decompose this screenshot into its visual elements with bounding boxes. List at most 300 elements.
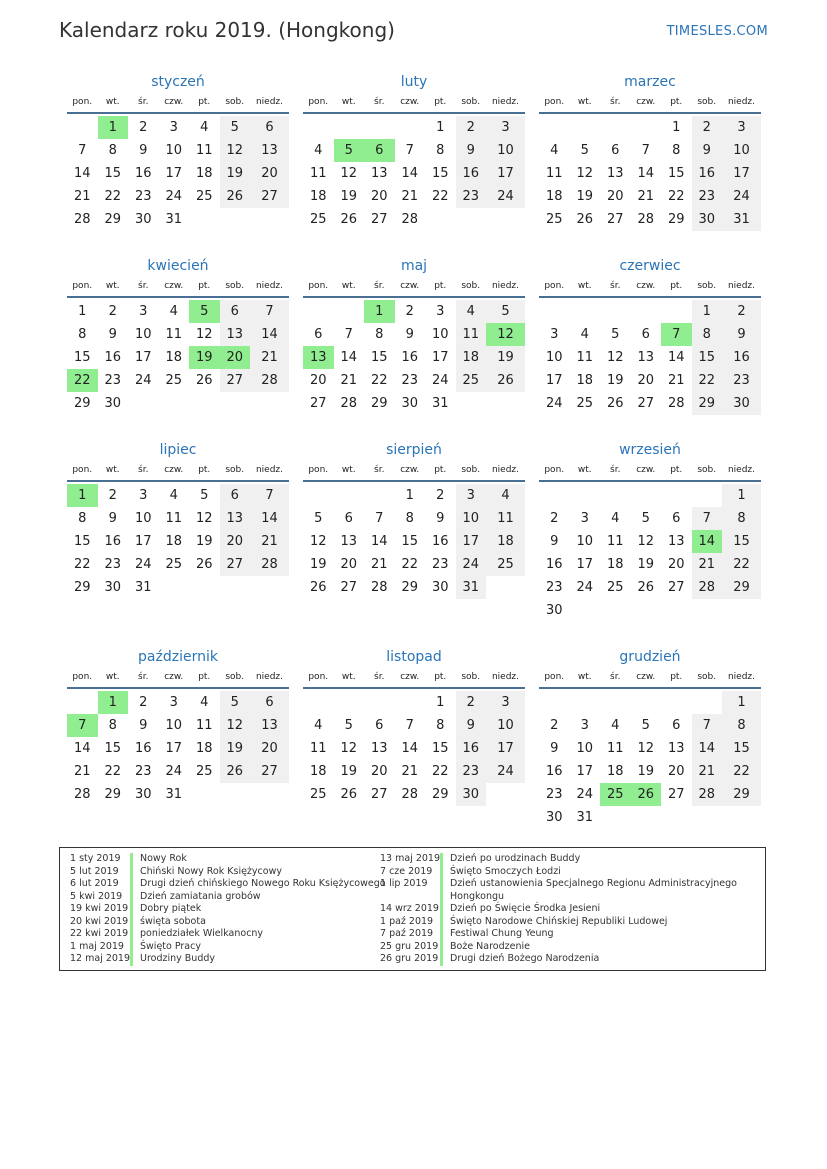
day-cell: 17 xyxy=(165,166,183,181)
legend-holiday-name: poniedziałek Wielkanocny xyxy=(140,928,264,939)
day-cell: 10 xyxy=(165,143,183,158)
holiday-day-cell: 20 xyxy=(220,346,251,369)
holiday-day-cell: 6 xyxy=(364,139,395,162)
weekday-label: niedz. xyxy=(727,672,756,682)
month-block xyxy=(539,72,761,231)
weekday-label: niedz. xyxy=(491,97,520,107)
month-block xyxy=(67,72,289,231)
day-cell: 14 xyxy=(401,741,419,756)
day-cell: 20 xyxy=(340,557,358,572)
empty-cell xyxy=(570,484,601,507)
holiday-color-marker xyxy=(440,941,443,954)
day-cell: 28 xyxy=(73,787,91,802)
day-cell: 15 xyxy=(431,741,449,756)
day-cell: 18 xyxy=(309,764,327,779)
day-cell: 10 xyxy=(576,741,594,756)
month-name: styczeń xyxy=(151,74,205,90)
day-cell: 6 xyxy=(641,327,650,342)
weekday-label: pt. xyxy=(434,465,447,475)
day-cell: 8 xyxy=(108,718,117,733)
empty-cell xyxy=(303,300,334,323)
day-cell: 4 xyxy=(200,695,209,710)
day-cell: 22 xyxy=(722,760,761,783)
day-cell: 10 xyxy=(134,511,152,526)
day-cell: 23 xyxy=(134,764,152,779)
day-cell: 29 xyxy=(73,396,91,411)
empty-cell xyxy=(303,116,334,139)
weekday-label: czw. xyxy=(636,672,656,682)
day-cell: 2 xyxy=(436,488,445,503)
day-cell: 30 xyxy=(104,580,122,595)
day-cell: 17 xyxy=(722,162,761,185)
day-cell: 9 xyxy=(456,714,487,737)
day-cell: 26 xyxy=(340,787,358,802)
day-cell: 6 xyxy=(672,718,681,733)
day-cell: 23 xyxy=(456,185,487,208)
weekday-label: śr. xyxy=(610,672,621,682)
day-cell: 15 xyxy=(722,530,761,553)
day-grid xyxy=(303,484,525,599)
day-cell: 16 xyxy=(134,166,152,181)
day-cell: 25 xyxy=(606,580,624,595)
day-cell: 29 xyxy=(401,580,419,595)
day-cell: 17 xyxy=(576,764,594,779)
day-cell: 16 xyxy=(456,737,487,760)
day-cell: 5 xyxy=(344,718,353,733)
day-cell: 1 xyxy=(405,488,414,503)
empty-cell xyxy=(570,691,601,714)
day-cell: 26 xyxy=(195,557,213,572)
holiday-color-marker xyxy=(440,928,443,941)
day-cell: 13 xyxy=(250,139,289,162)
legend-row xyxy=(380,878,750,903)
day-cell: 1 xyxy=(722,484,761,507)
day-cell: 17 xyxy=(545,373,563,388)
day-cell: 11 xyxy=(165,327,183,342)
day-cell: 11 xyxy=(165,511,183,526)
day-cell: 24 xyxy=(456,553,487,576)
day-cell: 28 xyxy=(401,212,419,227)
day-cell: 14 xyxy=(73,741,91,756)
day-cell: 22 xyxy=(370,373,388,388)
day-cell: 29 xyxy=(104,212,122,227)
day-cell: 10 xyxy=(456,507,487,530)
day-cell: 8 xyxy=(722,714,761,737)
legend-holiday-name: Dzień po Święcie Środka Jesieni xyxy=(450,903,601,914)
day-cell: 30 xyxy=(545,810,563,825)
day-cell: 17 xyxy=(134,534,152,549)
day-cell: 28 xyxy=(692,576,723,599)
day-cell: 15 xyxy=(667,166,685,181)
day-cell: 24 xyxy=(134,557,152,572)
empty-cell xyxy=(303,691,334,714)
day-cell: 29 xyxy=(370,396,388,411)
brand-link[interactable]: TIMESLES.COM xyxy=(666,24,768,39)
day-cell: 27 xyxy=(606,212,624,227)
day-cell: 6 xyxy=(314,327,323,342)
day-cell: 23 xyxy=(104,373,122,388)
day-cell: 2 xyxy=(550,718,559,733)
weekday-header xyxy=(303,669,525,689)
month-block xyxy=(539,647,761,829)
day-cell: 13 xyxy=(370,166,388,181)
weekday-label: śr. xyxy=(374,672,385,682)
weekday-label: czw. xyxy=(164,97,184,107)
weekday-label: wt. xyxy=(341,672,356,682)
weekday-label: śr. xyxy=(138,672,149,682)
holiday-color-marker xyxy=(440,903,443,916)
weekday-label: pon. xyxy=(72,97,93,107)
weekday-label: sob. xyxy=(461,281,481,291)
weekday-label: śr. xyxy=(374,281,385,291)
day-cell: 12 xyxy=(637,534,655,549)
day-cell: 18 xyxy=(165,534,183,549)
weekday-label: niedz. xyxy=(255,672,284,682)
day-cell: 26 xyxy=(486,369,525,392)
legend-date: 1 maj 2019 xyxy=(70,940,124,952)
day-cell: 18 xyxy=(606,764,624,779)
month-name: listopad xyxy=(386,649,442,665)
weekday-label: pt. xyxy=(434,672,447,682)
month-name: sierpień xyxy=(386,442,442,458)
legend-holiday-name: Drugi dzień Bożego Narodzenia xyxy=(450,953,600,964)
day-cell: 4 xyxy=(314,143,323,158)
weekday-label: niedz. xyxy=(255,465,284,475)
day-cell: 13 xyxy=(250,714,289,737)
month-name: marzec xyxy=(624,74,676,90)
day-cell: 18 xyxy=(486,530,525,553)
empty-cell xyxy=(539,116,570,139)
day-cell: 24 xyxy=(576,580,594,595)
day-cell: 3 xyxy=(486,116,525,139)
day-cell: 12 xyxy=(637,741,655,756)
weekday-label: pt. xyxy=(670,465,683,475)
day-cell: 3 xyxy=(486,691,525,714)
legend-date: 25 gru 2019 xyxy=(380,940,439,952)
day-cell: 9 xyxy=(405,327,414,342)
weekday-header xyxy=(303,278,525,298)
day-cell: 31 xyxy=(431,396,449,411)
day-cell: 8 xyxy=(692,323,723,346)
day-cell: 30 xyxy=(692,208,723,231)
legend-row xyxy=(380,916,750,929)
day-cell: 9 xyxy=(139,718,148,733)
holiday-day-cell: 26 xyxy=(631,783,662,806)
empty-cell xyxy=(303,484,334,507)
legend-holiday-name: Święto Narodowe Chińskiej Republiki Ludowej xyxy=(450,915,668,927)
day-cell: 16 xyxy=(545,557,563,572)
day-cell: 18 xyxy=(456,346,487,369)
holiday-day-cell: 1 xyxy=(98,691,129,714)
month-name: wrzesień xyxy=(619,442,681,458)
day-cell: 22 xyxy=(722,553,761,576)
weekday-header xyxy=(67,94,289,114)
empty-cell xyxy=(570,300,601,323)
day-cell: 8 xyxy=(436,143,445,158)
day-cell: 9 xyxy=(550,741,559,756)
weekday-label: niedz. xyxy=(491,281,520,291)
day-cell: 8 xyxy=(672,143,681,158)
day-cell: 3 xyxy=(169,120,178,135)
day-cell: 28 xyxy=(340,396,358,411)
day-cell: 7 xyxy=(250,484,289,507)
legend-date: 12 maj 2019 xyxy=(70,953,131,964)
day-cell: 24 xyxy=(134,373,152,388)
day-cell: 3 xyxy=(580,718,589,733)
day-cell: 27 xyxy=(220,553,251,576)
day-cell: 8 xyxy=(78,511,87,526)
day-cell: 6 xyxy=(250,691,289,714)
day-cell: 5 xyxy=(220,691,251,714)
day-grid xyxy=(67,116,289,231)
day-cell: 1 xyxy=(436,695,445,710)
day-cell: 5 xyxy=(314,511,323,526)
day-cell: 25 xyxy=(195,764,213,779)
weekday-label: pt. xyxy=(434,281,447,291)
day-cell: 29 xyxy=(722,576,761,599)
holiday-color-marker xyxy=(130,928,133,941)
weekday-label: wt. xyxy=(577,97,592,107)
empty-cell xyxy=(539,691,570,714)
day-cell: 7 xyxy=(641,143,650,158)
day-cell: 21 xyxy=(692,553,723,576)
day-cell: 24 xyxy=(165,189,183,204)
holiday-color-marker xyxy=(440,916,443,929)
day-cell: 2 xyxy=(550,511,559,526)
day-cell: 18 xyxy=(195,741,213,756)
day-cell: 13 xyxy=(340,534,358,549)
day-cell: 25 xyxy=(545,212,563,227)
weekday-label: czw. xyxy=(400,281,420,291)
day-cell: 4 xyxy=(200,120,209,135)
day-cell: 23 xyxy=(456,760,487,783)
day-cell: 21 xyxy=(370,557,388,572)
weekday-label: pt. xyxy=(434,97,447,107)
day-cell: 27 xyxy=(370,212,388,227)
day-cell: 24 xyxy=(722,185,761,208)
empty-cell xyxy=(570,116,601,139)
day-cell: 17 xyxy=(134,350,152,365)
day-cell: 8 xyxy=(405,511,414,526)
day-cell: 5 xyxy=(486,300,525,323)
day-cell: 19 xyxy=(220,737,251,760)
weekday-label: czw. xyxy=(636,281,656,291)
day-grid xyxy=(539,691,761,829)
day-cell: 31 xyxy=(134,580,152,595)
day-cell: 10 xyxy=(165,718,183,733)
day-cell: 28 xyxy=(401,787,419,802)
day-cell: 22 xyxy=(431,189,449,204)
legend-date: 7 paź 2019 xyxy=(380,928,434,939)
empty-cell xyxy=(395,691,426,714)
holiday-color-marker xyxy=(130,878,133,891)
legend-date: 13 maj 2019 xyxy=(380,853,441,864)
day-cell: 6 xyxy=(220,300,251,323)
day-cell: 2 xyxy=(692,116,723,139)
day-grid xyxy=(303,300,525,415)
day-cell: 12 xyxy=(220,139,251,162)
legend-holiday-name: Dobry piątek xyxy=(140,903,202,914)
day-cell: 14 xyxy=(250,507,289,530)
day-cell: 20 xyxy=(370,189,388,204)
weekday-label: sob. xyxy=(697,672,717,682)
day-cell: 15 xyxy=(104,166,122,181)
day-cell: 20 xyxy=(250,737,289,760)
weekday-label: czw. xyxy=(164,465,184,475)
day-cell: 8 xyxy=(436,718,445,733)
page-title: Kalendarz roku 2019. (Hongkong) xyxy=(59,18,395,42)
day-cell: 12 xyxy=(576,166,594,181)
weekday-label: śr. xyxy=(610,97,621,107)
legend-row xyxy=(380,903,750,916)
day-cell: 13 xyxy=(220,323,251,346)
weekday-label: sob. xyxy=(697,465,717,475)
holiday-color-marker xyxy=(440,953,443,966)
legend-row xyxy=(380,853,750,866)
day-cell: 12 xyxy=(340,741,358,756)
weekday-label: pon. xyxy=(72,281,93,291)
legend-row xyxy=(70,916,386,929)
weekday-label: niedz. xyxy=(727,97,756,107)
day-cell: 25 xyxy=(456,369,487,392)
day-cell: 27 xyxy=(637,396,655,411)
empty-cell xyxy=(364,116,395,139)
day-cell: 4 xyxy=(486,484,525,507)
day-cell: 2 xyxy=(108,488,117,503)
day-cell: 9 xyxy=(108,327,117,342)
day-cell: 21 xyxy=(340,373,358,388)
weekday-label: czw. xyxy=(400,672,420,682)
day-cell: 20 xyxy=(309,373,327,388)
day-grid xyxy=(303,116,525,231)
month-block xyxy=(539,440,761,622)
day-cell: 14 xyxy=(370,534,388,549)
day-cell: 13 xyxy=(637,350,655,365)
day-cell: 2 xyxy=(108,304,117,319)
empty-cell xyxy=(395,116,426,139)
holiday-day-cell: 7 xyxy=(661,323,692,346)
day-cell: 31 xyxy=(576,810,594,825)
day-cell: 10 xyxy=(486,714,525,737)
day-cell: 4 xyxy=(611,511,620,526)
day-cell: 20 xyxy=(637,373,655,388)
weekday-label: śr. xyxy=(374,465,385,475)
weekday-label: pon. xyxy=(72,465,93,475)
day-cell: 14 xyxy=(401,166,419,181)
empty-cell xyxy=(661,691,692,714)
day-cell: 2 xyxy=(456,691,487,714)
day-cell: 26 xyxy=(576,212,594,227)
day-cell: 3 xyxy=(436,304,445,319)
weekday-label: pt. xyxy=(198,97,211,107)
day-cell: 20 xyxy=(370,764,388,779)
empty-cell xyxy=(334,116,365,139)
month-block xyxy=(67,256,289,415)
day-cell: 10 xyxy=(431,327,449,342)
day-cell: 9 xyxy=(139,143,148,158)
empty-cell xyxy=(67,116,98,139)
empty-cell xyxy=(539,484,570,507)
legend-date: 1 sty 2019 xyxy=(70,853,121,864)
legend-holiday-name: Boże Narodzenie xyxy=(450,940,530,952)
empty-cell xyxy=(631,484,662,507)
holiday-day-cell: 12 xyxy=(486,323,525,346)
weekday-header xyxy=(539,94,761,114)
day-cell: 23 xyxy=(545,787,563,802)
day-cell: 11 xyxy=(309,741,327,756)
weekday-label: pon. xyxy=(308,465,329,475)
day-grid xyxy=(67,691,289,806)
holiday-day-cell: 19 xyxy=(189,346,220,369)
weekday-label: pt. xyxy=(670,97,683,107)
legend-row xyxy=(380,941,750,954)
day-cell: 14 xyxy=(692,737,723,760)
day-cell: 25 xyxy=(165,373,183,388)
weekday-label: sob. xyxy=(461,465,481,475)
legend-date: 5 kwi 2019 xyxy=(70,890,123,902)
day-cell: 27 xyxy=(340,580,358,595)
legend-holiday-name: Dzień po urodzinach Buddy xyxy=(450,853,581,864)
weekday-label: pon. xyxy=(544,465,565,475)
legend-date: 20 kwi 2019 xyxy=(70,915,129,927)
day-grid xyxy=(67,300,289,415)
day-cell: 19 xyxy=(220,162,251,185)
day-cell: 8 xyxy=(108,143,117,158)
weekday-label: śr. xyxy=(610,465,621,475)
day-cell: 27 xyxy=(667,580,685,595)
day-cell: 21 xyxy=(692,760,723,783)
empty-cell xyxy=(334,484,365,507)
day-cell: 28 xyxy=(692,783,723,806)
weekday-label: pt. xyxy=(198,465,211,475)
weekday-label: pon. xyxy=(308,281,329,291)
day-cell: 13 xyxy=(370,741,388,756)
day-cell: 23 xyxy=(134,189,152,204)
day-cell: 11 xyxy=(606,534,624,549)
day-cell: 15 xyxy=(104,741,122,756)
day-cell: 24 xyxy=(431,373,449,388)
empty-cell xyxy=(600,300,631,323)
empty-cell xyxy=(692,691,723,714)
day-cell: 17 xyxy=(486,162,525,185)
legend-date: 1 paź 2019 xyxy=(380,915,434,927)
day-cell: 7 xyxy=(250,300,289,323)
legend-date: 6 lut 2019 xyxy=(70,878,119,889)
weekday-label: czw. xyxy=(164,672,184,682)
legend-row xyxy=(70,953,386,966)
month-name: luty xyxy=(400,74,428,90)
day-cell: 3 xyxy=(456,484,487,507)
day-cell: 5 xyxy=(641,718,650,733)
day-grid xyxy=(303,691,525,806)
day-cell: 24 xyxy=(486,185,525,208)
month-block xyxy=(303,647,525,806)
month-name: czerwiec xyxy=(619,258,681,274)
day-grid xyxy=(539,300,761,415)
legend-holiday-name: Urodziny Buddy xyxy=(140,953,216,964)
legend-row xyxy=(70,891,386,904)
day-cell: 21 xyxy=(401,189,419,204)
day-cell: 22 xyxy=(692,369,723,392)
holiday-color-marker xyxy=(440,866,443,879)
legend-holiday-name: Dzień zamiatania grobów xyxy=(140,890,261,902)
day-cell: 2 xyxy=(139,120,148,135)
day-cell: 19 xyxy=(486,346,525,369)
day-cell: 14 xyxy=(667,350,685,365)
month-block xyxy=(67,647,289,806)
month-block xyxy=(539,256,761,415)
legend-holiday-name: Festiwal Chung Yeung xyxy=(450,928,554,939)
